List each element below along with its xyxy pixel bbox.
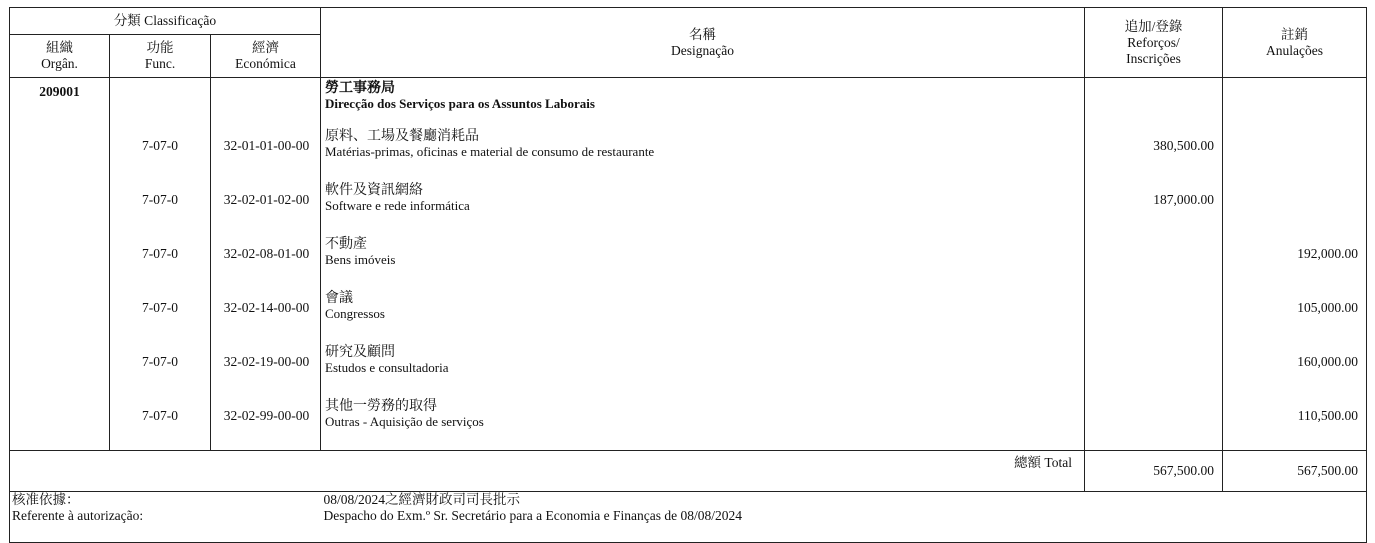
designation-header-pt: Designação	[671, 42, 734, 58]
reinforce-header	[1085, 8, 1223, 78]
budget-table	[9, 7, 1367, 543]
reinforce-header-zh: 追加/登錄	[1124, 18, 1183, 34]
organ-header-zh: 組織	[46, 40, 73, 55]
econ-code: 32-02-99-00-00	[211, 396, 321, 451]
cancel-header-pt: Anulações	[1266, 42, 1323, 58]
item-name-zh: 研究及顧問	[325, 345, 395, 360]
reinforce-amount	[1085, 288, 1223, 342]
item-name-pt: Bens imóveis	[325, 252, 396, 267]
econ-header-zh: 經濟	[252, 40, 279, 55]
authorization-text-zh: 08/08/2024之經濟財政司司長批示	[323, 492, 521, 507]
func-code: 7-07-0	[110, 234, 211, 288]
item-designation	[321, 126, 1085, 180]
item-name-pt: Outras - Aquisição de serviços	[325, 414, 484, 429]
cancel-amount	[1223, 126, 1367, 180]
econ-code: 32-02-01-02-00	[211, 180, 321, 234]
func-code: 7-07-0	[110, 180, 211, 234]
total-row	[10, 451, 1367, 492]
reinforce-amount	[1085, 396, 1223, 451]
item-designation	[321, 342, 1085, 396]
cancel-amount: 192,000.00	[1223, 234, 1367, 288]
econ-code: 32-02-08-01-00	[211, 234, 321, 288]
organ-row	[10, 78, 1367, 127]
reinforce-amount	[1085, 234, 1223, 288]
organ-designation	[321, 78, 1085, 127]
table-row	[10, 126, 1367, 180]
reinforce-amount: 380,500.00	[1085, 126, 1223, 180]
item-name-zh: 會議	[325, 291, 353, 306]
item-name-pt: Estudos e consultadoria	[325, 360, 449, 375]
designation-header-zh: 名稱	[689, 26, 716, 42]
func-header	[110, 35, 211, 78]
total-reinforce: 567,500.00	[1085, 451, 1223, 492]
organ-header-pt: Orgân.	[41, 56, 78, 71]
item-name-zh: 不動產	[325, 237, 367, 252]
econ-header	[211, 35, 321, 78]
item-name-pt: Congressos	[325, 306, 385, 321]
designation-header	[321, 8, 1085, 78]
authorization-label-zh: 核准依據：	[12, 492, 80, 507]
cancel-amount: 105,000.00	[1223, 288, 1367, 342]
item-name-zh: 其他一勞務的取得	[325, 399, 437, 414]
organ-name-pt: Direcção dos Serviços para os Assuntos Laborais	[325, 96, 595, 111]
item-name-pt: Software e rede informática	[325, 198, 470, 213]
func-header-pt: Func.	[144, 56, 176, 71]
organ-name-zh: 勞工事務局	[325, 81, 395, 96]
classification-header: 分類 Classificação	[10, 8, 321, 35]
table-row	[10, 342, 1367, 396]
func-code: 7-07-0	[110, 342, 211, 396]
item-name-zh: 原料、工場及餐廳消耗品	[325, 129, 479, 144]
func-code: 7-07-0	[110, 126, 211, 180]
reinforce-amount	[1085, 342, 1223, 396]
authorization-label-pt: Referente à autorização:	[12, 508, 144, 523]
total-label: 總額 Total	[10, 451, 1085, 492]
table-row	[10, 234, 1367, 288]
organ-code: 209001	[10, 78, 110, 127]
authorization-text-pt: Despacho do Exm.º Sr. Secretário para a Economia e Finanças de 08/08/2024	[323, 508, 742, 523]
item-designation	[321, 180, 1085, 234]
func-code: 7-07-0	[110, 288, 211, 342]
header-row-1	[10, 8, 1367, 35]
reinforce-amount: 187,000.00	[1085, 180, 1223, 234]
item-designation	[321, 234, 1085, 288]
item-designation	[321, 288, 1085, 342]
item-designation	[321, 396, 1085, 451]
table-row	[10, 396, 1367, 451]
cancel-amount	[1223, 180, 1367, 234]
econ-code: 32-02-14-00-00	[211, 288, 321, 342]
econ-code: 32-01-01-00-00	[211, 126, 321, 180]
authorization-text	[321, 492, 1367, 543]
table-row	[10, 288, 1367, 342]
authorization-row	[10, 492, 1367, 543]
cancel-header-zh: 註銷	[1281, 26, 1308, 42]
item-name-zh: 軟件及資訊網絡	[325, 183, 423, 198]
item-name-pt: Matérias-primas, oficinas e material de consumo de restaurante	[325, 144, 655, 159]
econ-code: 32-02-19-00-00	[211, 342, 321, 396]
total-cancel: 567,500.00	[1223, 451, 1367, 492]
reinforce-header-pt1: Reforços/	[1127, 34, 1180, 50]
cancel-amount: 160,000.00	[1223, 342, 1367, 396]
econ-header-pt: Económica	[235, 56, 296, 71]
func-code: 7-07-0	[110, 396, 211, 451]
authorization-label	[10, 492, 321, 543]
func-header-zh: 功能	[146, 40, 174, 55]
budget-document	[9, 7, 1366, 543]
cancel-header	[1223, 8, 1367, 78]
cancel-amount: 110,500.00	[1223, 396, 1367, 451]
reinforce-header-pt2: Inscrições	[1126, 50, 1181, 66]
table-row	[10, 180, 1367, 234]
organ-header	[10, 35, 110, 78]
